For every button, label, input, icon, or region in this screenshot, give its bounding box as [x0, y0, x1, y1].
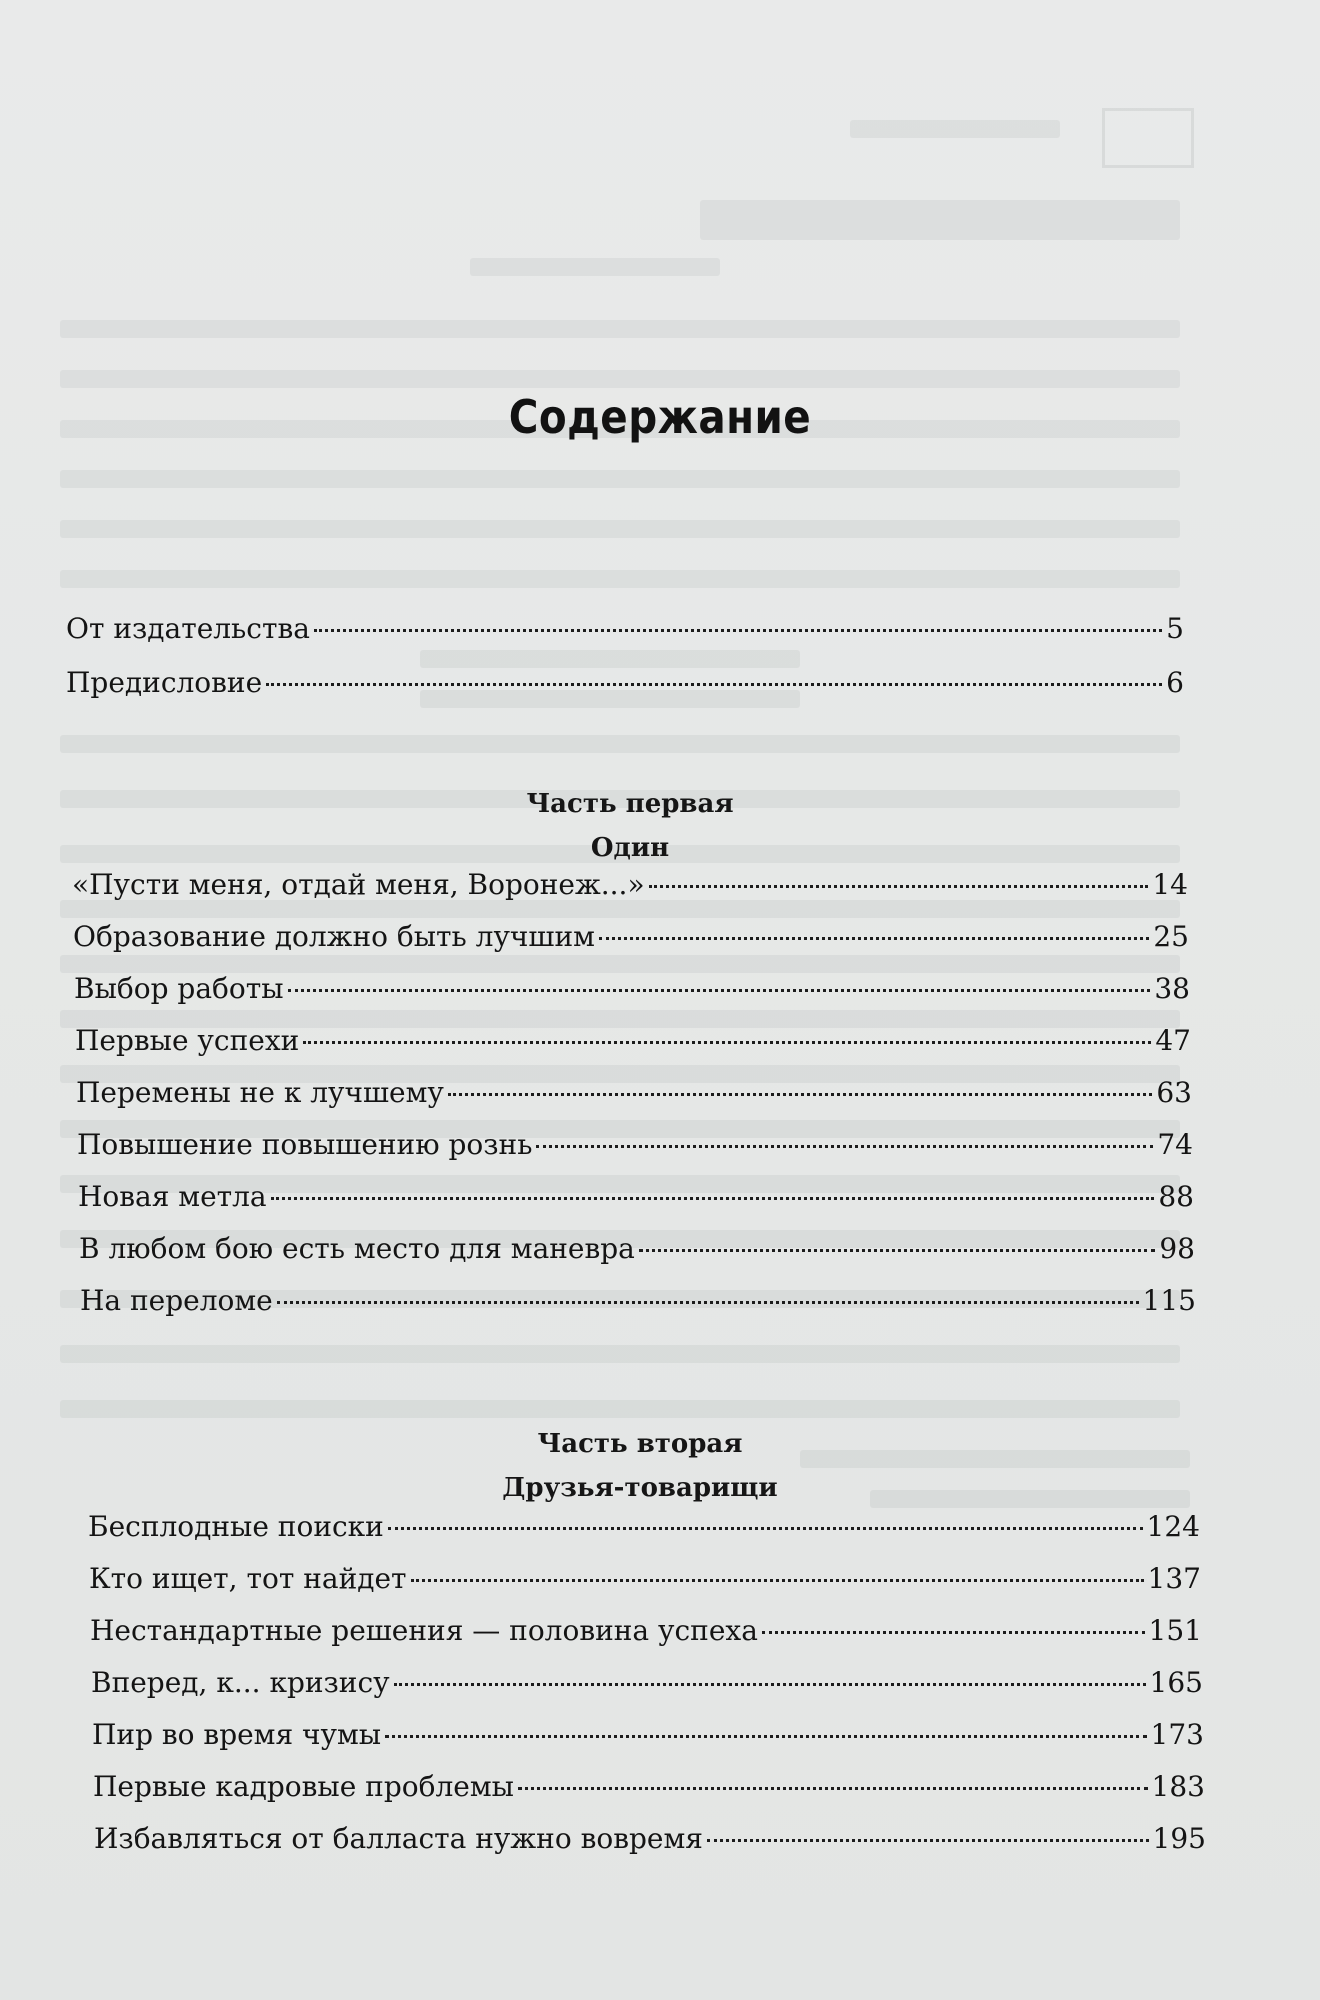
- ghost-line: [850, 120, 1060, 138]
- toc-entry-page: 25: [1153, 920, 1189, 953]
- ghost-line: [60, 520, 1180, 538]
- toc-entry-page: 5: [1166, 612, 1184, 645]
- toc-entry-page: 195: [1152, 1822, 1206, 1855]
- toc-entry-page: 88: [1158, 1180, 1194, 1213]
- toc-entry-page: 183: [1151, 1770, 1205, 1803]
- toc-entry-title: «Пусти меня, отдай меня, Воронеж...»: [72, 868, 645, 901]
- toc-leader-dots: [388, 1527, 1143, 1530]
- toc-entry: [77, 1128, 1193, 1168]
- part-one-label: Часть первая: [526, 789, 734, 819]
- toc-entry-page: 173: [1150, 1718, 1204, 1751]
- ghost-line: [60, 320, 1180, 338]
- toc-entry-title: От издательства: [66, 612, 310, 645]
- ghost-line: [60, 370, 1180, 388]
- toc-entry-title: Кто ищет, тот найдет: [89, 1562, 407, 1595]
- toc-entry-title: На переломе: [80, 1284, 273, 1317]
- toc-entry: [73, 920, 1189, 960]
- toc-leader-dots: [394, 1683, 1146, 1686]
- toc-entry-page: 137: [1147, 1562, 1201, 1595]
- toc-entry-title: Первые успехи: [75, 1024, 300, 1057]
- toc-entry-title: Бесплодные поиски: [88, 1510, 384, 1543]
- toc-leader-dots: [288, 989, 1151, 992]
- toc-entry-title: Нестандартные решения — половина успеха: [90, 1614, 758, 1647]
- toc-entry: [90, 1614, 1202, 1654]
- ghost-line: [60, 1400, 1180, 1418]
- toc-leader-dots: [518, 1787, 1148, 1790]
- toc-entry: [80, 1284, 1196, 1324]
- toc-leader-dots: [385, 1735, 1146, 1738]
- toc-leader-dots: [303, 1041, 1151, 1044]
- toc-entry-title: Вперед, к... кризису: [91, 1666, 390, 1699]
- toc-entry-page: 38: [1154, 972, 1190, 1005]
- toc-leader-dots: [448, 1093, 1153, 1096]
- ghost-line: [470, 258, 720, 276]
- toc-entry: [78, 1180, 1194, 1220]
- toc-leader-dots: [266, 683, 1162, 686]
- part-two-name: Друзья-товарищи: [502, 1473, 778, 1503]
- toc-entry: [75, 1024, 1191, 1064]
- toc-entry: [79, 1232, 1195, 1272]
- ghost-line: [60, 570, 1180, 588]
- toc-entry-title: Перемены не к лучшему: [76, 1076, 444, 1109]
- toc-entry: [76, 1076, 1192, 1116]
- toc-leader-dots: [707, 1839, 1149, 1842]
- toc-entry: [88, 1510, 1200, 1550]
- toc-leader-dots: [314, 629, 1162, 632]
- ghost-page-mark: [1102, 108, 1194, 168]
- toc-entry-page: 6: [1166, 666, 1184, 699]
- toc-entry-title: Повышение повышению рознь: [77, 1128, 533, 1161]
- toc-entry-title: Пир во время чумы: [92, 1718, 382, 1751]
- ghost-line: [870, 1490, 1190, 1508]
- toc-leader-dots: [271, 1197, 1155, 1200]
- toc-entry: [92, 1718, 1204, 1758]
- toc-entry-page: 98: [1159, 1232, 1195, 1265]
- page-title: Содержание: [508, 390, 812, 444]
- toc-entry-title: Избавляться от балласта нужно вовремя: [94, 1822, 703, 1855]
- toc-entry-page: 151: [1148, 1614, 1202, 1647]
- toc-leader-dots: [536, 1145, 1153, 1148]
- toc-entry: [93, 1770, 1205, 1810]
- toc-entry: [66, 666, 1184, 706]
- ghost-line: [60, 735, 1180, 753]
- toc-entry-page: 14: [1152, 868, 1188, 901]
- toc-entry: [94, 1822, 1206, 1862]
- ghost-line: [60, 470, 1180, 488]
- toc-entry-title: Образование должно быть лучшим: [73, 920, 595, 953]
- toc-leader-dots: [649, 885, 1149, 888]
- toc-leader-dots: [639, 1249, 1155, 1252]
- toc-entry-title: Новая метла: [78, 1180, 267, 1213]
- part-two-label: Часть вторая: [537, 1429, 743, 1459]
- ghost-line: [700, 200, 1180, 240]
- toc-entry-page: 74: [1157, 1128, 1193, 1161]
- toc-entry: [66, 612, 1184, 652]
- toc-entry-title: Выбор работы: [74, 972, 284, 1005]
- toc-leader-dots: [277, 1301, 1139, 1304]
- toc-leader-dots: [762, 1631, 1145, 1634]
- toc-entry-page: 63: [1156, 1076, 1192, 1109]
- toc-entry-title: Первые кадровые проблемы: [93, 1770, 514, 1803]
- toc-entry-page: 115: [1142, 1284, 1196, 1317]
- toc-entry: [91, 1666, 1203, 1706]
- toc-entry-page: 47: [1155, 1024, 1191, 1057]
- ghost-line: [60, 1345, 1180, 1363]
- toc-entry-title: Предисловие: [66, 666, 263, 699]
- part-one-name: Один: [590, 833, 670, 863]
- toc-entry: [74, 972, 1190, 1012]
- toc-entry-page: 165: [1149, 1666, 1203, 1699]
- toc-leader-dots: [599, 937, 1149, 940]
- toc-entry: [89, 1562, 1201, 1602]
- toc-entry: [72, 868, 1188, 908]
- toc-entry-page: 124: [1146, 1510, 1200, 1543]
- toc-entry-title: В любом бою есть место для маневра: [79, 1232, 635, 1265]
- toc-leader-dots: [411, 1579, 1144, 1582]
